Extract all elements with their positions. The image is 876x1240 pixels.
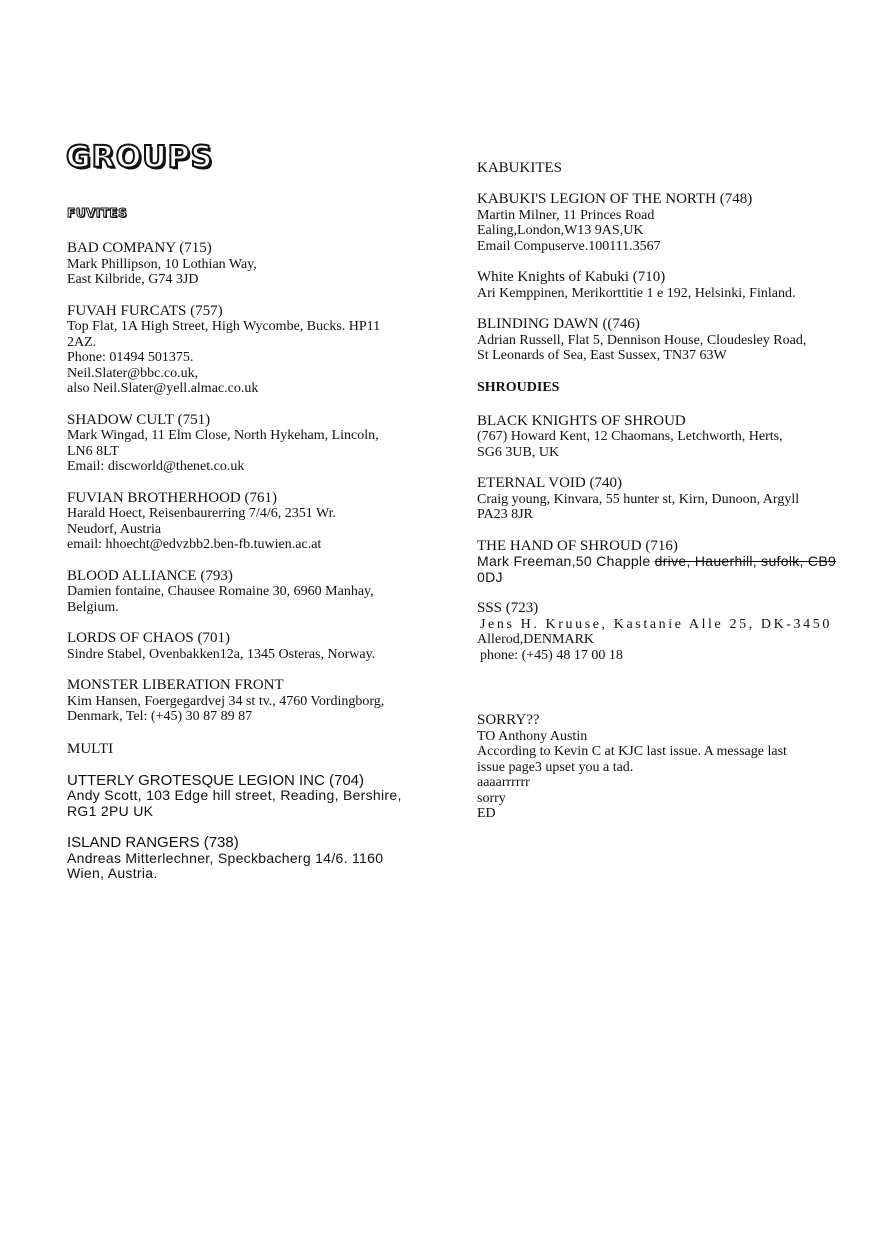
group-name: BLACK KNIGHTS OF SHROUD	[477, 412, 686, 429]
sorry-line: ED	[477, 806, 496, 821]
group-address-line: Mark Phillipson, 10 Lothian Way,	[67, 256, 257, 272]
sorry-line: TO Anthony Austin	[477, 728, 588, 744]
group-address-line: email: hhoecht@edvzbb2.ben-fb.tuwien.ac.at	[67, 537, 322, 552]
group-name: MONSTER LIBERATION FRONT	[67, 677, 284, 693]
kabukites-list	[477, 192, 872, 364]
group-address-line: Ari Kemppinen, Merikorttitie 1 e 192, Helsinki, Finland.	[477, 285, 796, 301]
sorry-line: sorry	[477, 790, 506, 806]
group-address-line: RG1 2PU UK	[67, 802, 154, 819]
group-name: ETERNAL VOID (740)	[477, 475, 622, 491]
group-address-line: LN6 8LT	[67, 443, 119, 459]
group-address-line: Email Compuserve.100111.3567	[477, 238, 661, 254]
group-address-line: Craig young, Kinvara, 55 hunter st, Kirn, Dunoon, Argyll	[477, 491, 800, 507]
left-column	[67, 205, 477, 898]
group-entry	[477, 270, 872, 301]
kabukites-heading: KABUKITES	[477, 160, 562, 176]
group-address-line: Andreas Mitterlechner, Speckbacherg 14/6. 1160	[67, 849, 384, 866]
group-entry	[477, 476, 872, 523]
group-address-line: also Neil.Slater@yell.almac.co.uk	[67, 381, 259, 396]
group-name: BAD COMPANY (715)	[67, 240, 212, 256]
group-address-line: Neudorf, Austria	[67, 521, 162, 537]
group-entry	[67, 835, 477, 882]
group-address-line: (767) Howard Kent, 12 Chaomans, Letchworth, Herts,	[477, 429, 783, 444]
page-title: GROUPS	[66, 140, 214, 175]
group-address-line: Andy Scott, 103 Edge hill street, Reading, Bershire,	[67, 787, 402, 803]
multi-heading: MULTI	[67, 740, 114, 757]
group-address-line: PA23 8JR	[477, 507, 533, 522]
group-address-line: 2AZ.	[67, 334, 97, 350]
group-entry	[67, 491, 477, 553]
shroudies-list	[477, 414, 872, 664]
group-name: ISLAND RANGERS (738)	[67, 834, 239, 851]
group-address-line: Ealing,London,W13 9AS,UK	[477, 223, 644, 238]
group-name: SHADOW CULT (751)	[67, 411, 211, 428]
group-entry	[67, 631, 477, 662]
group-name: BLOOD ALLIANCE (793)	[67, 567, 233, 584]
group-entry	[477, 414, 872, 461]
group-address-line: Jens H. Kruuse, Kastanie Alle 25, DK-3450	[480, 616, 832, 632]
group-address-line: Neil.Slater@bbc.co.uk,	[67, 365, 199, 381]
group-address-line: Email: discworld@thenet.co.uk	[67, 459, 245, 474]
group-address-line: Denmark, Tel: (+45) 30 87 89 87	[67, 709, 253, 724]
group-entry	[477, 192, 872, 254]
group-entry	[477, 539, 872, 586]
group-entry	[67, 413, 477, 475]
group-address-line: St Leonards of Sea, East Sussex, TN37 63W	[477, 348, 727, 363]
group-address-line: Phone: 01494 501375.	[67, 350, 194, 365]
group-address-line: Kim Hansen, Foergegardvej 34 st tv., 4760 Vordingborg,	[67, 693, 385, 709]
sorry-heading: SORRY??	[477, 712, 540, 728]
fuvites-heading: FUVITES	[67, 206, 128, 220]
group-address-line: Mark Wingad, 11 Elm Close, North Hykeham, Lincoln,	[67, 428, 379, 443]
group-address-line: Wien, Austria.	[67, 865, 158, 881]
group-address-line: Martin Milner, 11 Princes Road	[477, 207, 655, 223]
group-name: UTTERLY GROTESQUE LEGION INC (704)	[67, 771, 365, 789]
multi-list	[67, 773, 477, 882]
group-entry	[477, 601, 872, 663]
sorry-note	[477, 713, 872, 822]
group-address-line: Top Flat, 1A High Street, High Wycombe, Bucks. HP11	[67, 319, 381, 334]
fuvites-list	[67, 241, 477, 725]
group-phone-line: phone: (+45) 48 17 00 18	[480, 647, 623, 663]
group-name: FUVAH FURCATS (757)	[67, 302, 223, 319]
group-name: White Knights of Kabuki (710)	[477, 269, 666, 285]
shroudies-heading: SHROUDIES	[477, 379, 560, 395]
sorry-line: issue page3 upset you a tad.	[477, 759, 634, 775]
group-name: SSS (723)	[477, 600, 539, 616]
group-address-line: Adrian Russell, Flat 5, Dennison House, Cloudesley Road,	[477, 332, 807, 348]
group-address-line: Allerod,DENMARK	[477, 632, 595, 647]
group-name: LORDS OF CHAOS (701)	[67, 630, 230, 646]
group-name: KABUKI'S LEGION OF THE NORTH (748)	[477, 191, 753, 207]
right-column	[477, 160, 872, 838]
group-entry	[67, 569, 477, 616]
group-name: BLINDING DAWN ((746)	[477, 316, 640, 332]
sorry-line: According to Kevin C at KJC last issue. A message last	[477, 744, 787, 759]
struck-address-text: drive, Hauerhill, sufolk, CB9	[654, 553, 837, 569]
group-entry	[67, 773, 477, 820]
group-address-line: Harald Hoect, Reisenbaurerring 7/4/6, 2351 Wr.	[67, 506, 336, 521]
sorry-line: aaaarrrrrr	[477, 775, 530, 790]
group-name: THE HAND OF SHROUD (716)	[477, 537, 678, 554]
group-address-line: Sindre Stabel, Ovenbakken12a, 1345 Osteras, Norway.	[67, 646, 376, 662]
group-address-line: 0DJ	[477, 568, 503, 585]
group-name: FUVIAN BROTHERHOOD (761)	[67, 489, 277, 506]
group-entry	[67, 678, 477, 725]
group-address-line: Belgium.	[67, 599, 119, 615]
group-address-line: East Kilbride, G74 3JD	[67, 272, 199, 287]
group-entry	[67, 241, 477, 288]
group-address-line: Damien fontaine, Chausee Romaine 30, 6960 Manhay,	[67, 584, 374, 599]
group-address-line: SG6 3UB, UK	[477, 444, 560, 460]
group-entry	[477, 317, 872, 364]
group-entry	[67, 304, 477, 397]
address-text: Mark Freeman,50 Chapple	[477, 553, 655, 569]
group-address-line	[477, 554, 872, 570]
